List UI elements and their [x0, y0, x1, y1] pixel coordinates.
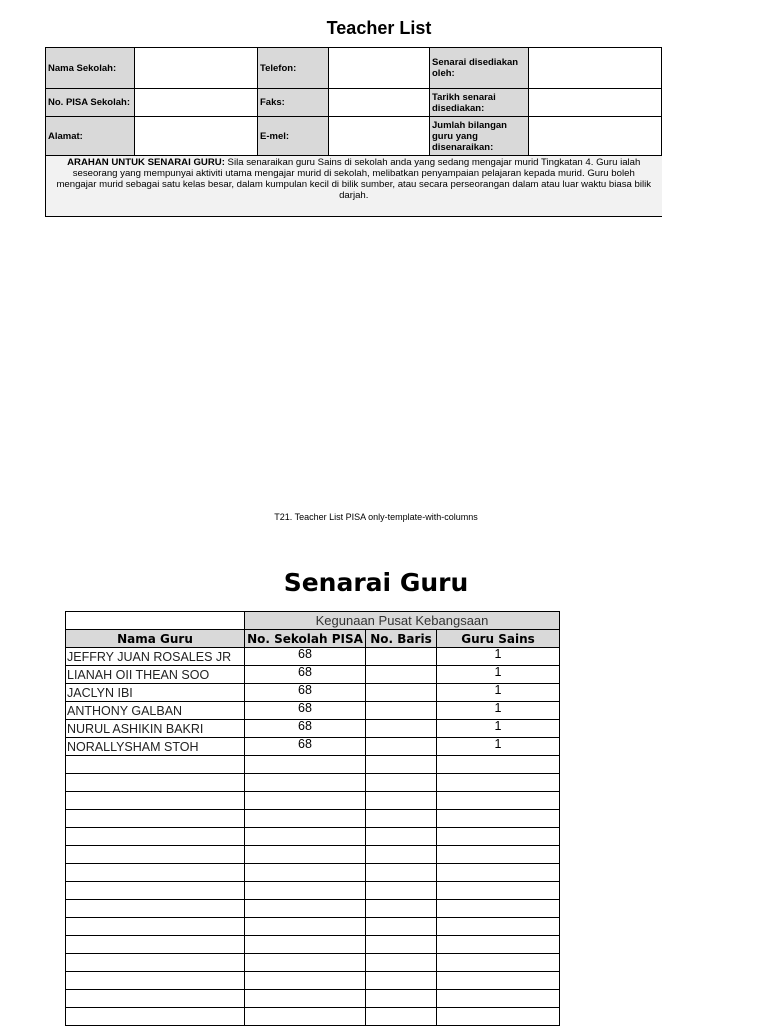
empty-table-row [66, 774, 560, 792]
science-teacher-cell[interactable]: 1 [437, 738, 560, 756]
line-no-cell[interactable] [366, 738, 437, 756]
line-no-cell[interactable] [366, 864, 437, 882]
teacher-table-body [66, 648, 560, 1026]
line-no-cell[interactable] [366, 756, 437, 774]
science-teacher-cell[interactable]: 1 [437, 702, 560, 720]
fax-field[interactable] [329, 89, 430, 117]
prepared-by-field[interactable] [529, 48, 662, 89]
pisa-school-no-cell[interactable] [245, 900, 366, 918]
science-teacher-cell[interactable] [437, 1008, 560, 1026]
empty-table-row [66, 864, 560, 882]
school-name-label: Nama Sekolah: [46, 48, 135, 89]
pisa-school-no-cell[interactable] [245, 828, 366, 846]
teacher-name-cell[interactable]: LIANAH OII THEAN SOO [66, 666, 245, 684]
teacher-name-cell[interactable]: JACLYN IBI [66, 684, 245, 702]
email-label: E-mel: [258, 117, 329, 156]
phone-field[interactable] [329, 48, 430, 89]
phone-label: Telefon: [258, 48, 329, 89]
teacher-name-cell[interactable] [66, 972, 245, 990]
instructions-text: Sila senaraikan guru Sains di sekolah anda yang sedang mengajar murid Tingkatan 4. Guru ialah seseorang yang mempunyai aktiviti utama mengajar murid di sekolah, melibatkan penyampaian pelajaran kepada murid. Guru boleh mengajar murid sebagai satu kelas besar, dalam kumpulan kecil di bilik sumber, atau secara perseorangan dalam atau luar waktu biasa bilik darjah. [56, 157, 652, 201]
empty-table-row [66, 954, 560, 972]
line-no-cell[interactable] [366, 828, 437, 846]
pisa-school-no-cell[interactable]: 68 [245, 702, 366, 720]
teacher-name-cell[interactable] [66, 846, 245, 864]
science-teacher-cell[interactable] [437, 936, 560, 954]
table-row [66, 684, 560, 702]
empty-table-row [66, 846, 560, 864]
footer-note: T21. Teacher List PISA only-template-with-columns [274, 512, 478, 522]
line-no-cell[interactable] [366, 720, 437, 738]
line-no-cell[interactable] [366, 1008, 437, 1026]
teacher-name-cell[interactable] [66, 900, 245, 918]
line-no-cell[interactable] [366, 792, 437, 810]
pisa-school-no-cell[interactable]: 68 [245, 720, 366, 738]
teacher-name-cell[interactable] [66, 954, 245, 972]
section-title: Senarai Guru [283, 568, 469, 597]
science-teacher-cell[interactable] [437, 900, 560, 918]
table-row [66, 702, 560, 720]
teacher-count-label: Jumlah bilangan guru yang disenaraikan: [430, 117, 529, 156]
pisa-school-no-field[interactable] [135, 89, 258, 117]
table-row [66, 738, 560, 756]
teacher-table [65, 611, 560, 1026]
teacher-name-cell[interactable] [66, 864, 245, 882]
address-label: Alamat: [46, 117, 135, 156]
national-centre-header: Kegunaan Pusat Kebangsaan [245, 612, 560, 630]
science-teacher-cell[interactable] [437, 774, 560, 792]
col-header-pisa-school-no: No. Sekolah PISA [245, 630, 366, 648]
page-title: Teacher List [326, 18, 432, 38]
line-no-cell[interactable] [366, 810, 437, 828]
science-teacher-cell[interactable] [437, 954, 560, 972]
line-no-cell[interactable] [366, 648, 437, 666]
empty-table-row [66, 882, 560, 900]
science-teacher-cell[interactable] [437, 990, 560, 1008]
line-no-cell[interactable] [366, 774, 437, 792]
teacher-name-cell[interactable] [66, 792, 245, 810]
teacher-name-cell[interactable]: NURUL ASHIKIN BAKRI [66, 720, 245, 738]
instructions-heading: ARAHAN UNTUK SENARAI GURU: [67, 157, 225, 168]
teacher-name-cell[interactable] [66, 882, 245, 900]
empty-table-row [66, 792, 560, 810]
email-field[interactable] [329, 117, 430, 156]
teacher-name-cell[interactable] [66, 990, 245, 1008]
teacher-name-cell[interactable] [66, 918, 245, 936]
teacher-name-cell[interactable] [66, 936, 245, 954]
pisa-school-no-cell[interactable] [245, 792, 366, 810]
teacher-name-cell[interactable]: ANTHONY GALBAN [66, 702, 245, 720]
science-teacher-cell[interactable] [437, 756, 560, 774]
school-info-form [45, 47, 662, 217]
teacher-name-cell[interactable] [66, 756, 245, 774]
empty-table-row [66, 936, 560, 954]
line-no-cell[interactable] [366, 882, 437, 900]
science-teacher-cell[interactable] [437, 828, 560, 846]
teacher-name-cell[interactable] [66, 828, 245, 846]
line-no-cell[interactable] [366, 954, 437, 972]
pisa-school-no-cell[interactable] [245, 954, 366, 972]
empty-table-row [66, 810, 560, 828]
table-row [66, 648, 560, 666]
teacher-count-field[interactable] [529, 117, 662, 156]
science-teacher-cell[interactable] [437, 972, 560, 990]
instructions-box [46, 156, 662, 217]
line-no-cell[interactable] [366, 684, 437, 702]
pisa-school-no-cell[interactable] [245, 972, 366, 990]
science-teacher-cell[interactable] [437, 846, 560, 864]
empty-table-row [66, 756, 560, 774]
teacher-name-cell[interactable] [66, 774, 245, 792]
science-teacher-cell[interactable]: 1 [437, 720, 560, 738]
line-no-cell[interactable] [366, 972, 437, 990]
line-no-cell[interactable] [366, 666, 437, 684]
pisa-school-no-cell[interactable] [245, 990, 366, 1008]
pisa-school-no-label: No. PISA Sekolah: [46, 89, 135, 117]
line-no-cell[interactable] [366, 936, 437, 954]
col-header-teacher-name: Nama Guru [66, 630, 245, 648]
empty-table-row [66, 1008, 560, 1026]
pisa-school-no-cell[interactable]: 68 [245, 648, 366, 666]
pisa-school-no-cell[interactable] [245, 936, 366, 954]
pisa-school-no-cell[interactable]: 68 [245, 684, 366, 702]
empty-table-row [66, 990, 560, 1008]
pisa-school-no-cell[interactable] [245, 882, 366, 900]
science-teacher-cell[interactable]: 1 [437, 684, 560, 702]
science-teacher-cell[interactable] [437, 882, 560, 900]
pisa-school-no-cell[interactable] [245, 1008, 366, 1026]
list-date-label: Tarikh senarai disediakan: [430, 89, 529, 117]
school-name-field[interactable] [135, 48, 258, 89]
empty-table-row [66, 828, 560, 846]
prepared-by-label: Senarai disediakan oleh: [430, 48, 529, 89]
col-header-line-no: No. Baris [366, 630, 437, 648]
teacher-name-cell[interactable]: NORALLYSHAM STOH [66, 738, 245, 756]
line-no-cell[interactable] [366, 990, 437, 1008]
col-header-science-teacher: Guru Sains [437, 630, 560, 648]
pisa-school-no-cell[interactable] [245, 774, 366, 792]
pisa-school-no-cell[interactable] [245, 810, 366, 828]
line-no-cell[interactable] [366, 846, 437, 864]
pisa-school-no-cell[interactable] [245, 864, 366, 882]
table-row [66, 720, 560, 738]
science-teacher-cell[interactable] [437, 918, 560, 936]
pisa-school-no-cell[interactable] [245, 756, 366, 774]
line-no-cell[interactable] [366, 900, 437, 918]
address-field[interactable] [135, 117, 258, 156]
science-teacher-cell[interactable] [437, 810, 560, 828]
empty-table-row [66, 972, 560, 990]
science-teacher-cell[interactable]: 1 [437, 648, 560, 666]
empty-table-row [66, 918, 560, 936]
pisa-school-no-cell[interactable]: 68 [245, 666, 366, 684]
teacher-name-cell[interactable]: JEFFRY JUAN ROSALES JR [66, 648, 245, 666]
empty-table-row [66, 900, 560, 918]
line-no-cell[interactable] [366, 702, 437, 720]
fax-label: Faks: [258, 89, 329, 117]
line-no-cell[interactable] [366, 918, 437, 936]
header-spacer [66, 612, 245, 630]
science-teacher-cell[interactable]: 1 [437, 666, 560, 684]
science-teacher-cell[interactable] [437, 864, 560, 882]
table-row [66, 666, 560, 684]
list-date-field[interactable] [529, 89, 662, 117]
teacher-name-cell[interactable] [66, 1008, 245, 1026]
pisa-school-no-cell[interactable] [245, 846, 366, 864]
pisa-school-no-cell[interactable] [245, 918, 366, 936]
pisa-school-no-cell[interactable]: 68 [245, 738, 366, 756]
science-teacher-cell[interactable] [437, 792, 560, 810]
teacher-name-cell[interactable] [66, 810, 245, 828]
